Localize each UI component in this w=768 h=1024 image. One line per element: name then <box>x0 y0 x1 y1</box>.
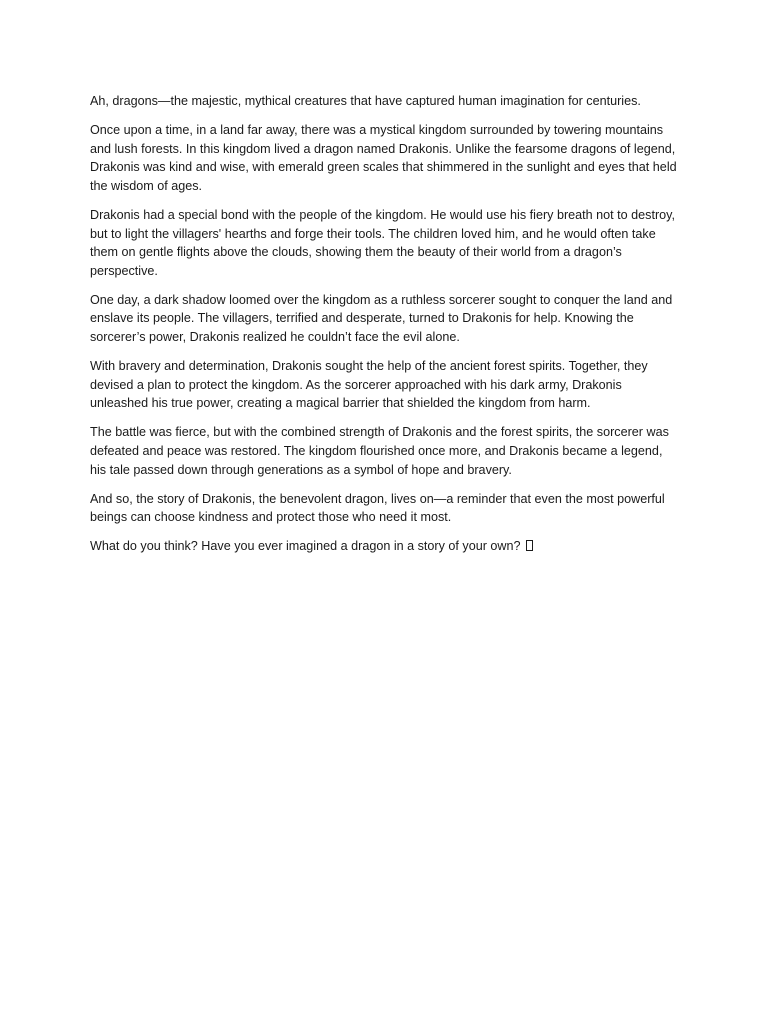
paragraph-spirits: With bravery and determination, Drakonis sought the help of the ancient forest spirits. Together, they devised a plan to protect the kingdom. As the sorcerer approached with his dark army, Drakonis unleashed his true power, creating a magical barrier that shielded the kingdom from harm. <box>90 359 648 411</box>
paragraph-sorcerer: One day, a dark shadow loomed over the kingdom as a ruthless sorcerer sought to conquer the land and enslave its people. The villagers, terrified and desperate, turned to Drakonis for help. Knowing the sorcerer’s power, Drakonis realized he couldn’t face the evil alone. <box>90 292 673 345</box>
paragraph-bond: Drakonis had a special bond with the people of the kingdom. He would use his fiery breath not to destroy, but to light the villagers' hearths and forge their tools. The children loved him, and he would often take them on gentle flights above the clouds, showing them the beauty of their world from a dragon’s perspective. <box>90 207 676 278</box>
paragraph-kingdom: Once upon a time, in a land far away, there was a mystical kingdom surrounded by towering mountains and lush forests. In this kingdom lived a dragon named Drakonis. Unlike the fearsome dragons of legend, Drakonis was kind and wise, with emerald green scales that shimmered in the sunlight and eyes that held the wisdom of ages. <box>90 123 677 193</box>
paragraph-question <box>90 537 682 556</box>
paragraph-legend: And so, the story of Drakonis, the benevolent dragon, lives on—a reminder that even the most powerful beings can choose kindness and protect those who need it most. <box>90 491 665 525</box>
paragraph-intro: Ah, dragons—the majestic, mythical creatures that have captured human imagination for centuries. <box>90 94 641 108</box>
question-text: What do you think? Have you ever imagined a dragon in a story of your own? <box>90 539 521 554</box>
missing-glyph-icon <box>526 540 533 551</box>
paragraph-battle: The battle was fierce, but with the combined strength of Drakonis and the forest spirits, the sorcerer was defeated and peace was restored. The kingdom flourished once more, and Drakonis became a legend, his tale passed down through generations as a symbol of hope and bravery. <box>90 425 669 477</box>
document-page <box>90 92 682 566</box>
